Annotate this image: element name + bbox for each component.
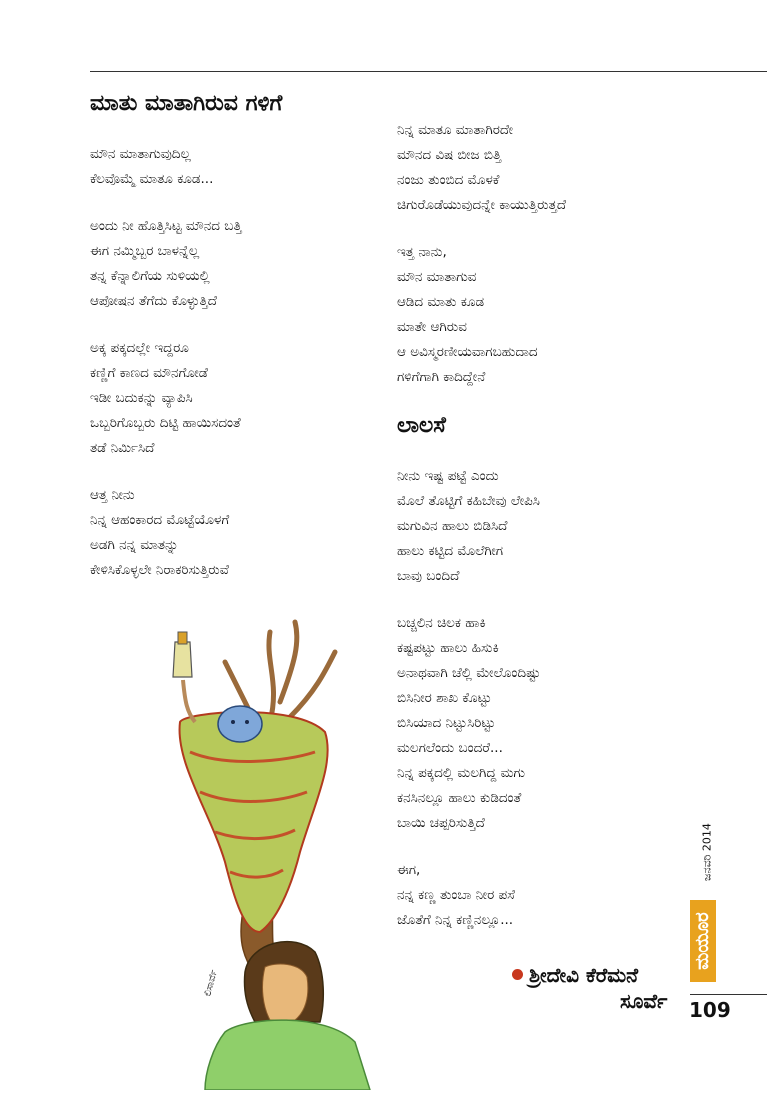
poem-line: ಮಾತೇ ಆಗಿರುವ [397,319,467,335]
poem2-title: ಲಾಲಸೆ [397,413,446,438]
poem-line: ಹಾಲು ಕಟ್ಟಿದ ಮೊಲೆಗೀಗ [397,543,504,559]
poem-line: ಅನಾಥವಾಗಿ ಚೆಲ್ಲಿ ಮೇಲೊಂದಿಷ್ಟು [397,665,541,681]
poem-line: ಇಡೀ ಬದುಕನ್ನು ವ್ಯಾಪಿಸಿ [90,390,193,406]
poem2-stanza [397,464,697,589]
poem-line: ಇತ್ತ ನಾನು, [397,244,447,260]
poem-line: ಈಗ, [397,862,421,878]
poem-line: ಆ ಅವಿಸ್ಮರಣೀಯವಾಗಬಹುದಾದ [397,344,538,360]
poem-line: ನನ್ನ ಕಣ್ಣ ತುಂಬಾ ನೀರ ಪಸೆ [397,887,515,903]
poem2-stanza [397,611,697,836]
poem2-stanza [397,858,697,933]
poem1-left-column [90,90,400,605]
poem-line: ಅಂದು ನೀ ಹೊತ್ತಿಸಿಟ್ಟ ಮೌನದ ಬತ್ತಿ [90,218,242,234]
right-column [397,118,697,955]
poem-line: ಒಬ್ಬರಿಗೊಬ್ಬರು ದಿಟ್ಟಿ ಹಾಯಿಸದಂತೆ [90,415,241,431]
poem-line: ಬಚ್ಚಲಿನ ಚಿಲಕ ಹಾಕಿ [397,615,486,631]
poem-line: ತನ್ನ ಕೆನ್ನಾಲಿಗೆಯ ಸುಳಿಯಲ್ಲಿ [90,268,210,284]
poem-line: ನೀನು ಇಷ್ಟ ಪಟ್ಟೆ ಎಂದು [397,468,499,484]
poem1-stanza [90,214,400,314]
poem-line: ನಿನ್ನ ಆಹಂಕಾರದ ಮೊಟ್ಟೆಯೊಳಗೆ [90,512,230,528]
poem-line: ಅಡಗಿ ನನ್ನ ಮಾತನ್ನು [90,537,179,553]
poem-line: ಮಲಗಲೆಂದು ಬಂದರೆ... [397,740,503,756]
mother-body [205,1020,370,1090]
baby-eye [245,720,249,724]
baby-eye [231,720,235,724]
poem-line: ಬಿಸಿನೀರ ಶಾಖ ಕೊಟ್ಟು [397,690,492,706]
top-rule [90,71,767,72]
poem-line: ನಿನ್ನ ಮಾತೂ ಮಾತಾಗಿರದೇ [397,122,513,138]
poem1-stanza [397,240,697,390]
magazine-logo [690,900,716,982]
author-surname: ಸೂರ್ವೆ [620,989,668,1013]
poem-line: ಮೊಲೆ ತೊಟ್ಟಿಗೆ ಕಹಿಬೇವು ಲೇಪಿಸಿ [397,493,540,509]
artist-signature: ಲಿಸಾರ್ವೆ [202,968,220,998]
author-name: ಶ್ರೀದೇವಿ ಕೆರೆಮನೆ [529,963,639,987]
poem-line: ತಡೆ ನಿರ್ಮಿಸಿದೆ [90,440,155,456]
poem-line: ಆತ್ತ ನೀನು [90,487,135,503]
poem1-stanza [90,483,400,583]
issue-date [700,805,714,900]
poem-line: ಈಗ ನಮ್ಮಿಬ್ಬರ ಬಾಳನ್ನೆಲ್ಲ [90,243,200,259]
baby-face [218,706,262,742]
poem1-stanza [90,336,400,461]
issue-date-text: ಜನವರಿ 2014 [700,823,714,881]
poem-line: ಕಣ್ಣಿಗೆ ಕಾಣದ ಮೌನಗೋಡೆ [90,365,208,381]
poem1-stanza [90,142,400,192]
poem-line: ಕೆಲವೊಮ್ಮೆ ಮಾತೂ ಕೂಡ... [90,171,214,187]
poem-line: ಮೌನದ ವಿಷ ಬೀಜ ಬಿತ್ತಿ [397,147,502,163]
poem-line: ಮಗುವಿನ ಹಾಲು ಬಿಡಿಸಿದೆ [397,518,508,534]
bottle [173,642,192,677]
poem-line: ಮೌನ ಮಾತಾಗುವ [397,269,477,285]
poem-line: ಜೊತೆಗೆ ನಿನ್ನ ಕಣ್ಣಿನಲ್ಲೂ... [397,912,514,928]
poem-line: ಬಾಯಿ ಚಪ್ಪರಿಸುತ್ತಿದೆ [397,815,485,831]
poem-line: ನಂಜು ತುಂಬಿದ ಮೊಳಕೆ [397,172,500,188]
author-credit [512,962,712,1014]
bullet-icon [512,969,523,980]
poem-line: ಕನಸಿನಲ್ಲೂ ಹಾಲು ಕುಡಿದಂತೆ [397,790,522,806]
footer-rule [690,994,767,995]
magazine-name: ಮಯೂರ [692,912,713,970]
poem-line: ಕಷ್ಟಪಟ್ಟು ಹಾಲು ಹಿಸುಕಿ [397,640,499,656]
poem-line: ಬಿಸಿಯಾದ ನಿಟ್ಟುಸಿರಿಟ್ಟು [397,715,496,731]
poem-line: ಮೌನ ಮಾತಾಗುವುದಿಲ್ಲ [90,146,191,162]
poem-line: ಕೇಳಿಸಿಕೊಳ್ಳಲೇ ನಿರಾಕರಿಸುತ್ತಿರುವೆ [90,562,229,578]
bottle-cap [178,632,187,644]
poem-line: ಗಳಿಗೆಗಾಗಿ ಕಾದಿದ್ದೇನೆ [397,369,486,385]
poem-line: ಚಿಗುರೊಡೆಯುವುದನ್ನೇ ಕಾಯುತ್ತಿರುತ್ತದೆ [397,197,567,213]
mother-face [263,964,308,1020]
poem-line: ಆಡಿದ ಮಾತು ಕೂಡ [397,294,485,310]
poem1-title: ಮಾತು ಮಾತಾಗಿರುವ ಗಳಿಗೆ [90,91,283,116]
illustration [95,602,375,1090]
poem-line: ಬಾವು ಬಂದಿದೆ [397,568,460,584]
poem-line: ನಿನ್ನ ಪಕ್ಕದಲ್ಲಿ ಮಲಗಿದ್ದ ಮಗು [397,765,526,781]
poem-line: ಅಕ್ಕ ಪಕ್ಕದಲ್ಲೇ ಇದ್ದರೂ [90,340,189,356]
cocoon [180,712,328,932]
page-number: 109 [689,998,731,1022]
poem-line: ಆಪೋಷನ ತೆಗೆದು ಕೊಳ್ಳುತ್ತಿದೆ [90,293,217,309]
poem1-stanza [397,118,697,218]
